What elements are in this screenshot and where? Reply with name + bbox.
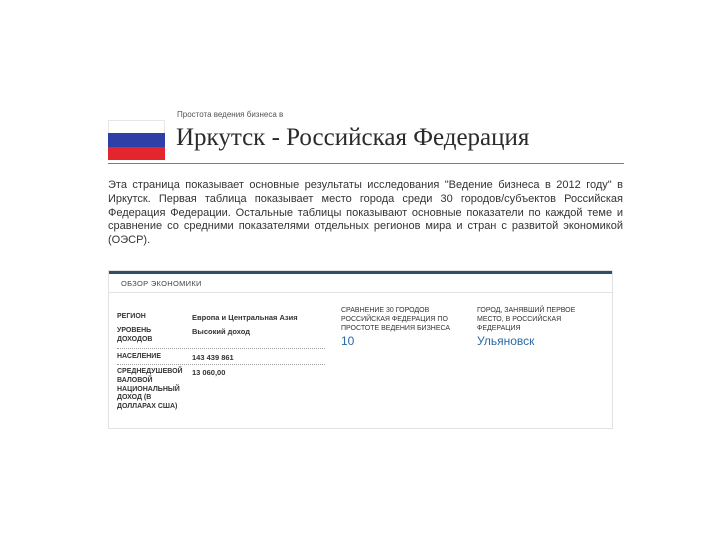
panel-top-bar xyxy=(109,271,612,274)
first-city-block xyxy=(477,307,602,348)
first-city-link[interactable]: Ульяновск xyxy=(477,334,535,349)
title-divider xyxy=(108,163,624,164)
economy-overview-panel xyxy=(108,270,613,429)
comparison-block xyxy=(341,307,466,348)
flag-white-stripe xyxy=(108,120,165,133)
comparison-label: СРАВНЕНИЕ 30 ГОРОДОВ РОССИЙСКАЯ ФЕДЕРАЦИЯ ПО ПРОСТОТЕ ВЕДЕНИЯ БИЗНЕСА xyxy=(341,307,451,332)
panel-header: ОБЗОР ЭКОНОМИКИ xyxy=(121,279,202,288)
region-label: РЕГИОН xyxy=(117,313,146,320)
population-label: НАСЕЛЕНИЕ xyxy=(117,353,161,360)
first-city-label: ГОРОД, ЗАНЯВШИЙ ПЕРВОЕ МЕСТО, В РОССИЙСКАЯ ФЕДЕРАЦИЯ xyxy=(477,307,576,332)
comparison-rank: 10 xyxy=(341,334,355,349)
row-separator xyxy=(117,364,325,365)
gni-label: СРЕДНЕДУШЕВОЙ ВАЛОВОЙ НАЦИОНАЛЬНЫЙ ДОХОД (В ДОЛЛАРАХ США) xyxy=(117,368,183,411)
page-title: Иркутск - Российская Федерация xyxy=(176,124,530,151)
flag-blue-stripe xyxy=(108,133,165,147)
intro-paragraph: Эта страница показывает основные результаты исследования "Ведение бизнеса в 2012 году" в Иркутск. Первая таблица показывает место города среди 30 городов/субъектов Российская Федерация Федерации. Остальные таблицы показывают основные показатели по каждой теме и сравнение со средними показателями отдельных регионов мира и стран с развитой экономикой (ОЭСР). xyxy=(108,179,623,247)
population-value: 143 439 861 xyxy=(192,353,234,362)
flag-red-stripe xyxy=(108,147,165,160)
russia-flag-icon xyxy=(108,120,165,160)
panel-divider xyxy=(109,292,612,293)
income-value: Высокий доход xyxy=(192,327,251,336)
region-value: Европа и Центральная Азия xyxy=(192,313,298,322)
income-label: УРОВЕНЬ ДОХОДОВ xyxy=(117,327,153,343)
row-separator xyxy=(117,348,325,349)
breadcrumb[interactable]: Простота ведения бизнеса в xyxy=(177,110,284,119)
gni-value: 13 060,00 xyxy=(192,368,226,377)
